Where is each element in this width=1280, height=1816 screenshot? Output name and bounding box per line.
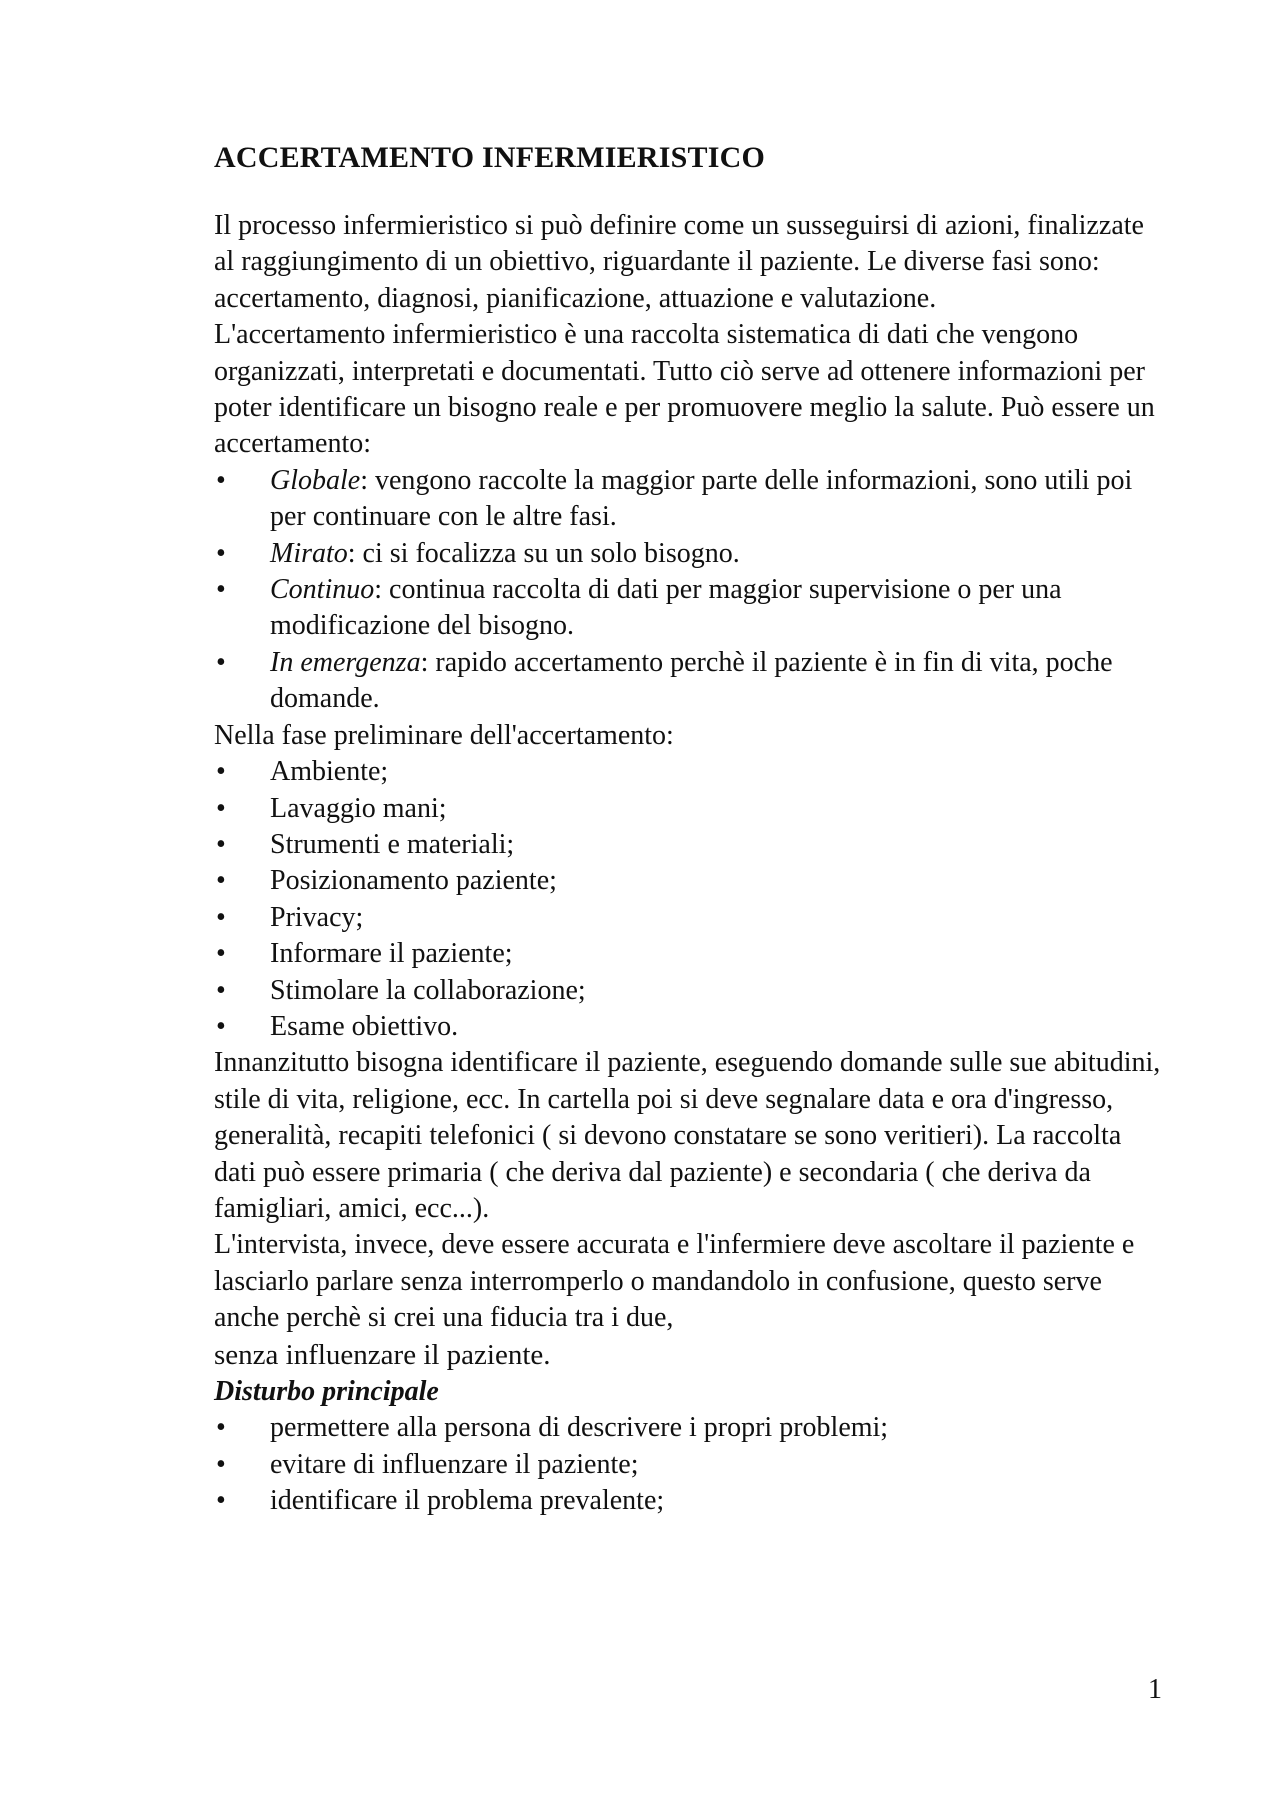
type-description: : ci si focalizza su un solo bisogno. xyxy=(347,537,740,569)
list-item xyxy=(214,754,1164,790)
type-description: : continua raccolta di dati per maggior supervisione o per una modificazione del bisogno. xyxy=(270,574,1062,642)
bullet-icon: • xyxy=(216,574,226,606)
page-title: ACCERTAMENTO INFERMIERISTICO xyxy=(214,141,766,174)
list-item xyxy=(214,1447,1164,1483)
list-item xyxy=(214,1009,1164,1045)
list-item xyxy=(214,1410,1164,1446)
list-item-text: evitare di influenzare il paziente; xyxy=(270,1448,639,1480)
type-description: : vengono raccolte la maggior parte delle informazioni, sono utili poi per continuare con le altre fasi. xyxy=(270,464,1133,533)
bullet-icon: • xyxy=(216,901,226,933)
list-item-text: Esame obiettivo. xyxy=(270,1010,459,1042)
bullet-icon: • xyxy=(216,1485,226,1517)
bullet-icon: • xyxy=(216,938,226,970)
list-item-text: Informare il paziente; xyxy=(270,938,513,970)
bullet-icon: • xyxy=(216,1010,226,1042)
list-item xyxy=(214,572,1164,645)
list-item xyxy=(214,463,1164,536)
bullet-icon: • xyxy=(216,537,226,569)
assessment-types-list xyxy=(214,463,1164,718)
list-item xyxy=(214,827,1164,863)
type-term: Continuo xyxy=(270,574,375,606)
list-item xyxy=(214,1483,1164,1519)
list-item xyxy=(214,791,1164,827)
list-item-text: Lavaggio mani; xyxy=(270,792,447,824)
list-item-text: identificare il problema prevalente; xyxy=(270,1485,665,1517)
list-item xyxy=(214,973,1164,1009)
list-item-text: Privacy; xyxy=(270,901,364,933)
interview-text: L'intervista, invece, deve essere accurata e l'infermiere deve ascoltare il paziente e lasciarlo parlare senza interromperlo o mandandolo in confusione, questo serve anche perchè si crei una fiducia tra i due, xyxy=(214,1229,1135,1334)
document-page xyxy=(214,140,1164,1520)
list-item xyxy=(214,863,1164,899)
intro-paragraph: Il processo infermieristico si può definire come un susseguirsi di azioni, finalizzate al raggiungimento di un obiettivo, riguardante il paziente. Le diverse fasi sono: accertamento, diagnosi, pianificazione, attuazione e valutazione. xyxy=(214,210,1144,314)
bullet-icon: • xyxy=(216,756,226,788)
interview-paragraph xyxy=(214,1227,1164,1374)
bullet-icon: • xyxy=(216,1448,226,1480)
interview-last-line: senza influenzare il paziente. xyxy=(214,1338,551,1371)
type-term: Globale xyxy=(270,464,361,496)
bullet-icon: • xyxy=(216,464,226,496)
preliminary-list xyxy=(214,754,1164,1045)
list-item xyxy=(214,645,1164,718)
type-term: Mirato xyxy=(270,537,348,569)
section-subheading: Disturbo principale xyxy=(214,1376,439,1407)
list-item-text: Ambiente; xyxy=(270,756,389,788)
preliminary-intro: Nella fase preliminare dell'accertamento: xyxy=(214,719,674,751)
identification-paragraph: Innanzitutto bisogna identificare il paziente, eseguendo domande sulle sue abitudini, stile di vita, religione, ecc. In cartella poi si deve segnalare data e ora d'ingresso, generalità, recapiti telefonici ( si devono constatare se sono veritieri). La raccolta dati può essere primaria ( che deriva dal paziente) e secondaria ( che deriva da famigliari, amici, ecc...). xyxy=(214,1047,1161,1224)
type-description: : rapido accertamento perchè il paziente è in fin di vita, poche domande. xyxy=(270,646,1113,715)
bullet-icon: • xyxy=(216,1412,226,1444)
list-item-text: Stimolare la collaborazione; xyxy=(270,974,586,1006)
bullet-icon: • xyxy=(216,646,226,678)
list-item xyxy=(214,536,1164,572)
type-term: In emergenza xyxy=(270,646,421,678)
bullet-icon: • xyxy=(216,828,226,860)
list-item-text: Posizionamento paziente; xyxy=(270,865,557,897)
definition-paragraph: L'accertamento infermieristico è una raccolta sistematica di dati che vengono organizzati, interpretati e documentati. Tutto ciò serve ad ottenere informazioni per poter identificare un bisogno reale e per promuovere meglio la salute. Può essere un accertamento: xyxy=(214,319,1155,460)
disturbo-list xyxy=(214,1410,1164,1519)
bullet-icon: • xyxy=(216,865,226,897)
page-number: 1 xyxy=(1148,1674,1162,1705)
bullet-icon: • xyxy=(216,974,226,1006)
list-item-text: Strumenti e materiali; xyxy=(270,828,515,860)
bullet-icon: • xyxy=(216,792,226,824)
list-item xyxy=(214,936,1164,972)
list-item xyxy=(214,900,1164,936)
list-item-text: permettere alla persona di descrivere i propri problemi; xyxy=(270,1412,889,1444)
